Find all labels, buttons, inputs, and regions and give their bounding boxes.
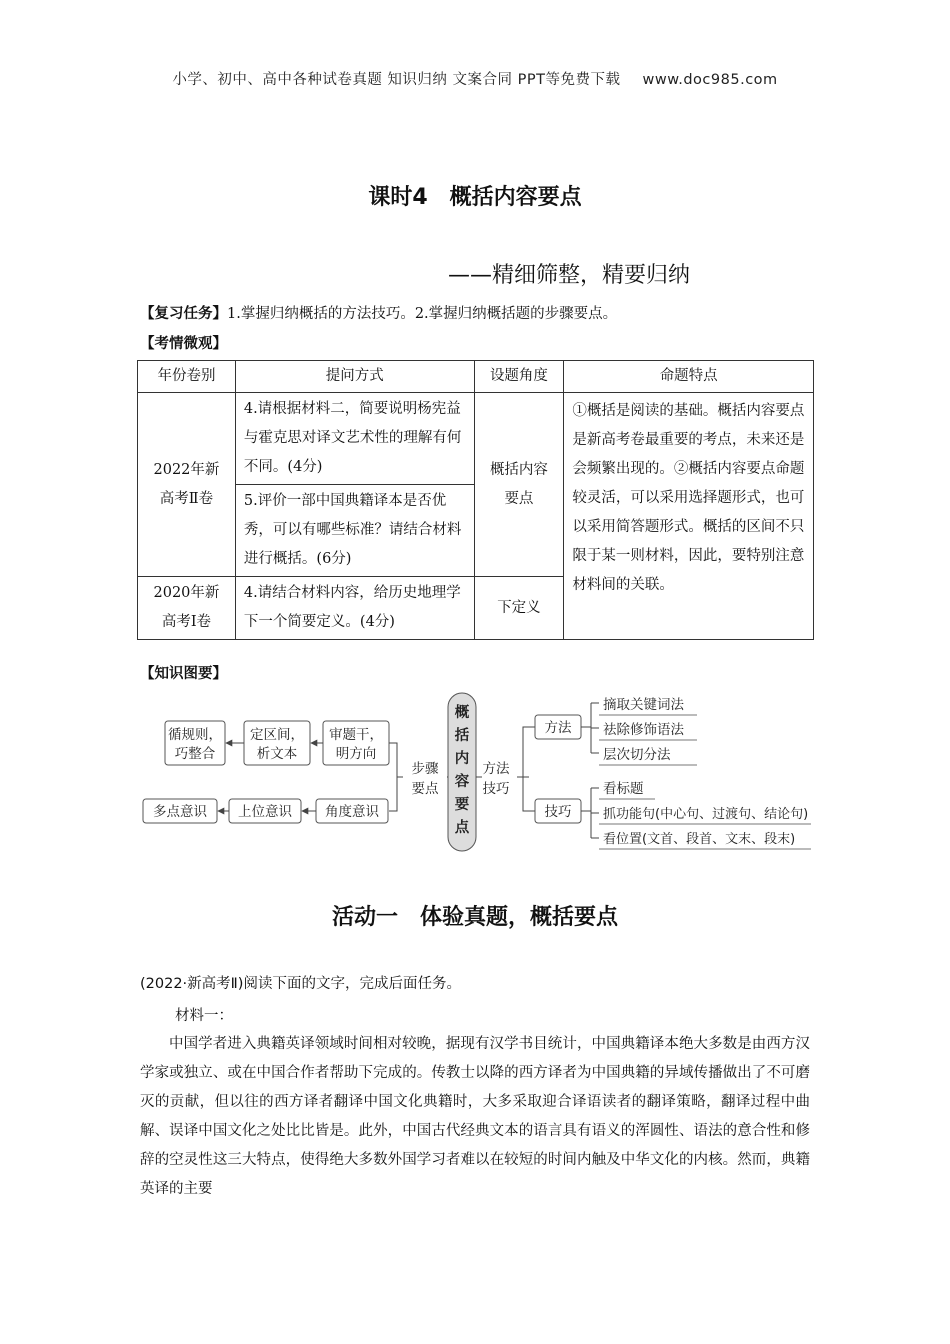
th-question: 提问方式 [235,361,474,393]
source-line: (2022·新高考Ⅱ)阅读下面的文字，完成后面任务。 [140,976,461,992]
skill-item-3: 看位置(文首、段首、文末、段末) [603,832,796,847]
box-skill-label: 技巧 [544,804,572,820]
center-char-3: 内 [454,751,470,767]
material-paragraph: 中国学者进入典籍英译领域时间相对较晚，据现有汉学书目统计，中国典籍译本绝大多数是由西方汉学家或独立、或在中国合作者帮助下完成的。传教士以降的西方译者为中国典籍的异域传播做出了不可磨灭的贡献，但以往的西方译者翻译中国文化典籍时，大多采取迎合译语读者的翻译策略，翻译过程中曲解、误译中国文化之处比比皆是。此外，中国古代经典文本的语言具有语义的浑圆性、语法的意合性和修辞的空灵性这三大特点，使得绝大多数外国学习者难以在较短的时间内触及中华文化的内核。然而，典籍英译的主要 [140,1036,810,1197]
material-label: 材料一： [175,1008,233,1024]
review-task [140,302,617,323]
center-char-6: 点 [454,820,470,836]
page-title: 课时4 概括内容要点 [368,185,582,210]
methods-label-2: 技巧 [482,781,510,797]
box-question-line2: 明方向 [335,746,377,762]
cell-question-1: 4.请根据材料二，简要说明杨宪益与霍克思对译文艺术性的理解有何不同。(4分) [235,393,474,485]
center-char-2: 括 [454,728,470,744]
box-upper-label: 上位意识 [238,804,292,820]
skill-bracket [581,788,599,838]
knowledge-label: 【知识图要】 [140,666,227,682]
header-url[interactable]: www.doc985.com [642,72,778,88]
box-rules-line2: 巧整合 [174,746,216,762]
box-method-label: 方法 [544,720,572,736]
box-rules-line1: 循规则， [168,727,222,743]
review-label: 【复习任务】 [140,306,227,322]
box-range-line2: 析文本 [256,746,298,762]
cell-feature: ①概括是阅读的基础。概括内容要点是新高考卷最重要的考点，未来还是会频繁出现的。②概括内容要点命题较灵活，可以采用选择题形式，也可以采用简答题形式。概括的区间不只限于某一则材料，因此，要特别注意材料间的关联。 [564,393,814,640]
steps-label-1: 步骤 [411,761,439,777]
methods-bracket [517,727,535,811]
skill-item-2: 抓功能句(中心句、过渡句、结论句) [603,807,809,822]
box-question-line1: 审题干， [329,727,383,743]
cell-question-3: 4.请结合材料内容，给历史地理学下一个简要定义。(4分) [235,577,474,640]
center-char-4: 容 [454,774,470,790]
method-item-3: 层次切分法 [603,747,671,763]
method-item-2: 祛除修饰语法 [603,722,684,738]
box-range-line1: 定区间， [250,727,304,743]
box-angle-label: 角度意识 [325,804,379,820]
exam-label: 【考情微观】 [140,336,227,352]
knowledge-mindmap [135,685,815,857]
review-text: 1.掌握归纳概括的方法技巧。2.掌握归纳概括题的步骤要点。 [227,306,618,322]
header-text: 小学、初中、高中各种试卷真题 知识归纳 文案合同 PPT等免费下载 [172,72,621,88]
cell-question-2: 5.评价一部中国典籍译本是否优秀，可以有哪些标准？请结合材料进行概括。(6分) [235,485,474,577]
th-angle: 设题角度 [474,361,564,393]
center-char-1: 概 [454,705,470,721]
activity-title: 活动一 体验真题，概括要点 [331,905,618,930]
steps-bracket [389,743,397,811]
cell-angle-2: 下定义 [474,577,564,640]
exam-table [137,360,814,640]
method-item-1: 摘取关键词法 [603,697,684,713]
th-feature: 命题特点 [564,361,814,393]
method-bracket [581,703,599,753]
methods-label-1: 方法 [482,761,510,777]
box-multi-label: 多点意识 [153,804,207,820]
skill-item-1: 看标题 [603,781,644,797]
page-header [0,68,950,89]
center-char-5: 要 [454,797,470,813]
page-subtitle: ——精细筛整，精要归纳 [448,263,691,288]
cell-year-2020: 2020年新高考Ⅰ卷 [138,577,236,640]
th-year: 年份卷别 [138,361,236,393]
cell-angle-1: 概括内容要点 [474,393,564,577]
cell-year-2022: 2022年新高考Ⅱ卷 [138,393,236,577]
steps-label-2: 要点 [411,781,439,797]
